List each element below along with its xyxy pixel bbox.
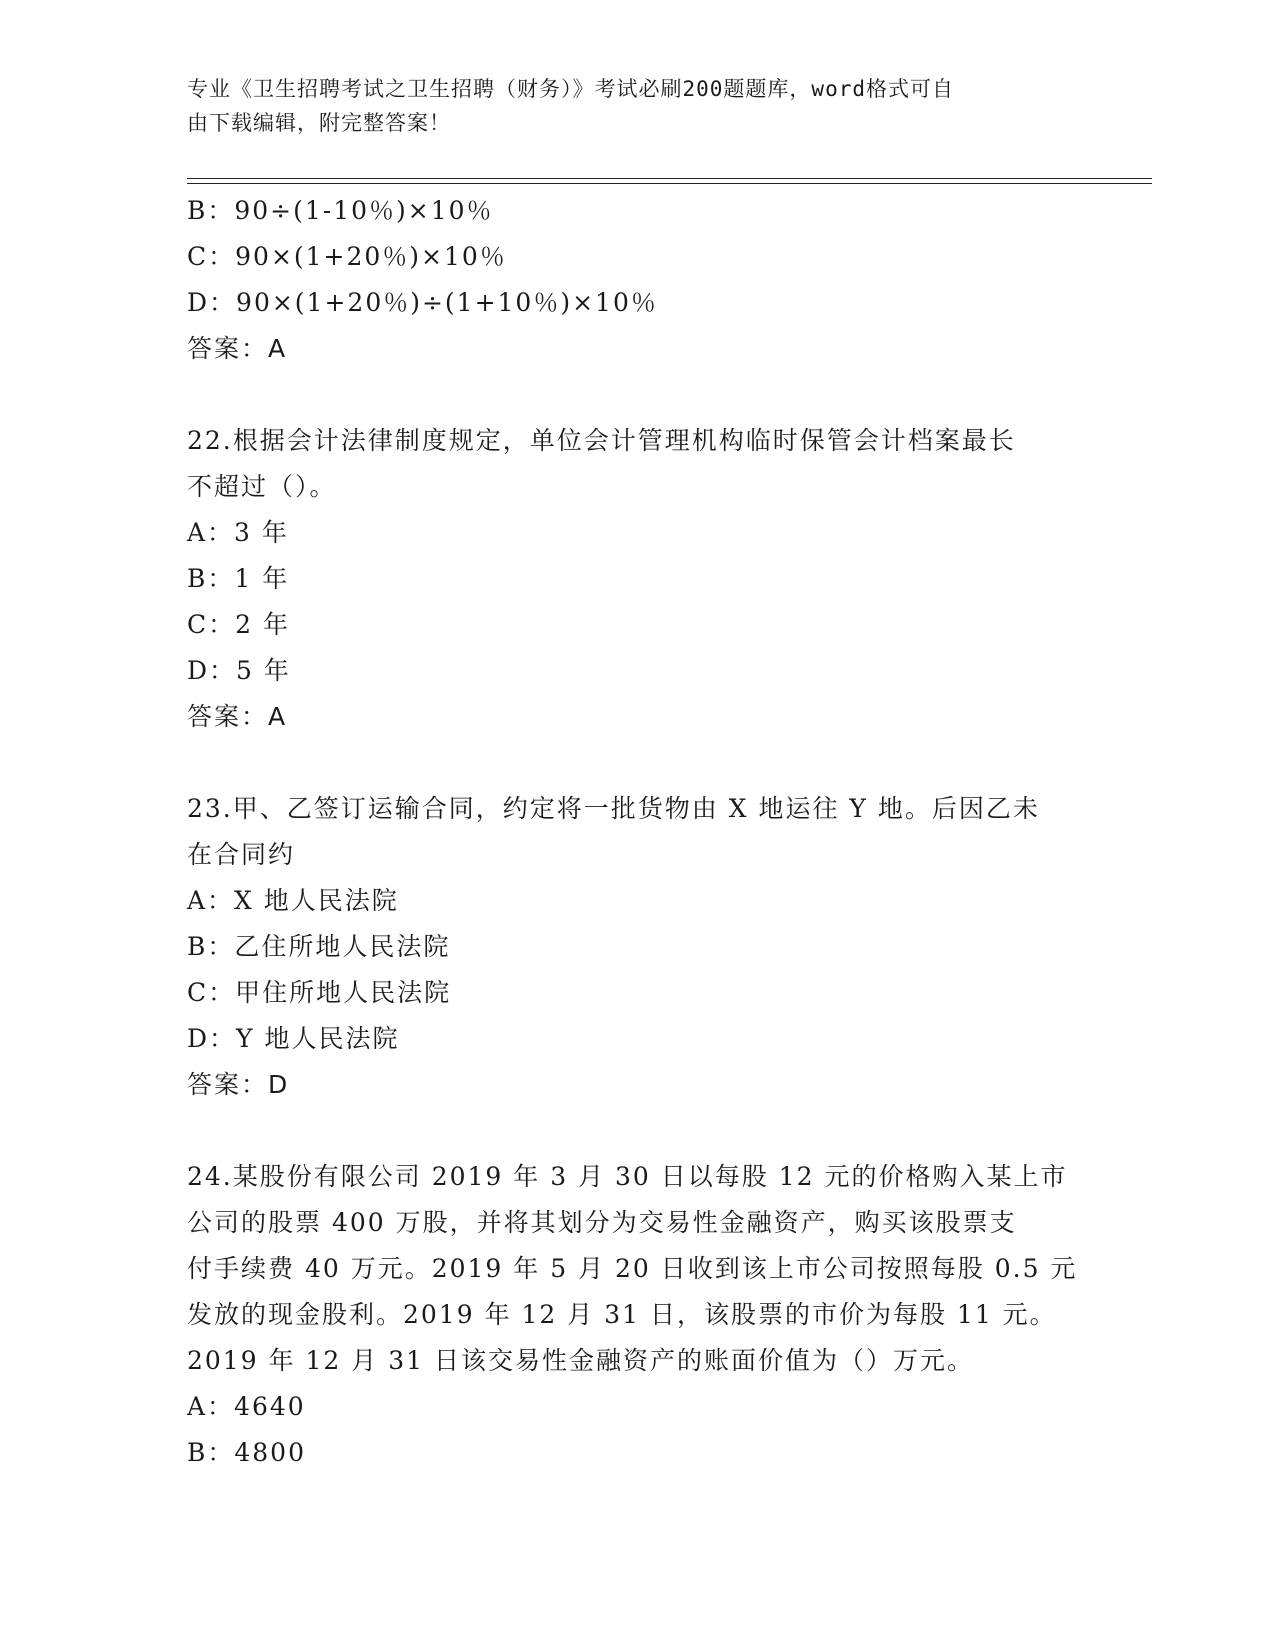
answer-line: 答案：D [187,1070,290,1099]
option-d: D：Y 地人民法院 [187,1024,400,1053]
option-c: C：2 年 [187,610,290,639]
option-c: C：90×(1+20％)×10％ [187,242,507,271]
option-b: B：乙住所地人民法院 [187,932,451,961]
option-a: A：X 地人民法院 [187,886,399,915]
option-a: A：3 年 [187,518,289,547]
question-24 [187,1154,1087,1476]
option-b: B：4800 [187,1438,306,1467]
question-22 [187,418,1087,740]
document-body [187,188,1087,1476]
answer-line: 答案：A [187,334,288,363]
question-stem-line: 22.根据会计法律制度规定，单位会计管理机构临时保管会计档案最长 [187,426,1016,455]
option-b: B：1 年 [187,564,290,593]
header-divider-top [187,178,1152,179]
option-a: A：4640 [187,1392,306,1421]
spacer [187,740,1087,786]
option-b: B：90÷(1-10％)×10％ [187,196,494,225]
question-stem-line: 发放的现金股利。2019 年 12 月 31 日，该股票的市价为每股 11 元。 [187,1300,1057,1329]
question-stem-line: 公司的股票 400 万股，并将其划分为交易性金融资产，购买该股票支 [187,1208,1017,1237]
question-stem-line: 付手续费 40 万元。2019 年 5 月 20 日收到该上市公司按照每股 0.5 元 [187,1254,1078,1283]
prev-question-block [187,188,1087,372]
option-d: D：5 年 [187,656,291,685]
header-line-2: 由下载编辑，附完整答案！ [187,111,451,135]
option-c: C：甲住所地人民法院 [187,978,452,1007]
document-header [187,72,1067,140]
question-stem-line: 23.甲、乙签订运输合同，约定将一批货物由 X 地运往 Y 地。后因乙未 [187,794,1040,823]
answer-line: 答案：A [187,702,288,731]
option-d: D：90×(1+20％)÷(1+10％)×10％ [187,288,658,317]
question-stem-line: 在合同约 [187,840,296,869]
question-stem-line: 不超过（）。 [187,472,337,501]
question-stem-line: 2019 年 12 月 31 日该交易性金融资产的账面价值为（）万元。 [187,1346,974,1375]
header-divider-bottom [187,183,1152,184]
spacer [187,1108,1087,1154]
question-stem-line: 24.某股份有限公司 2019 年 3 月 30 日以每股 12 元的价格购入某上市 [187,1162,1068,1191]
header-line-1: 专业《卫生招聘考试之卫生招聘（财务）》考试必刷200题题库，word格式可自 [187,77,954,101]
spacer [187,372,1087,418]
question-23 [187,786,1087,1108]
